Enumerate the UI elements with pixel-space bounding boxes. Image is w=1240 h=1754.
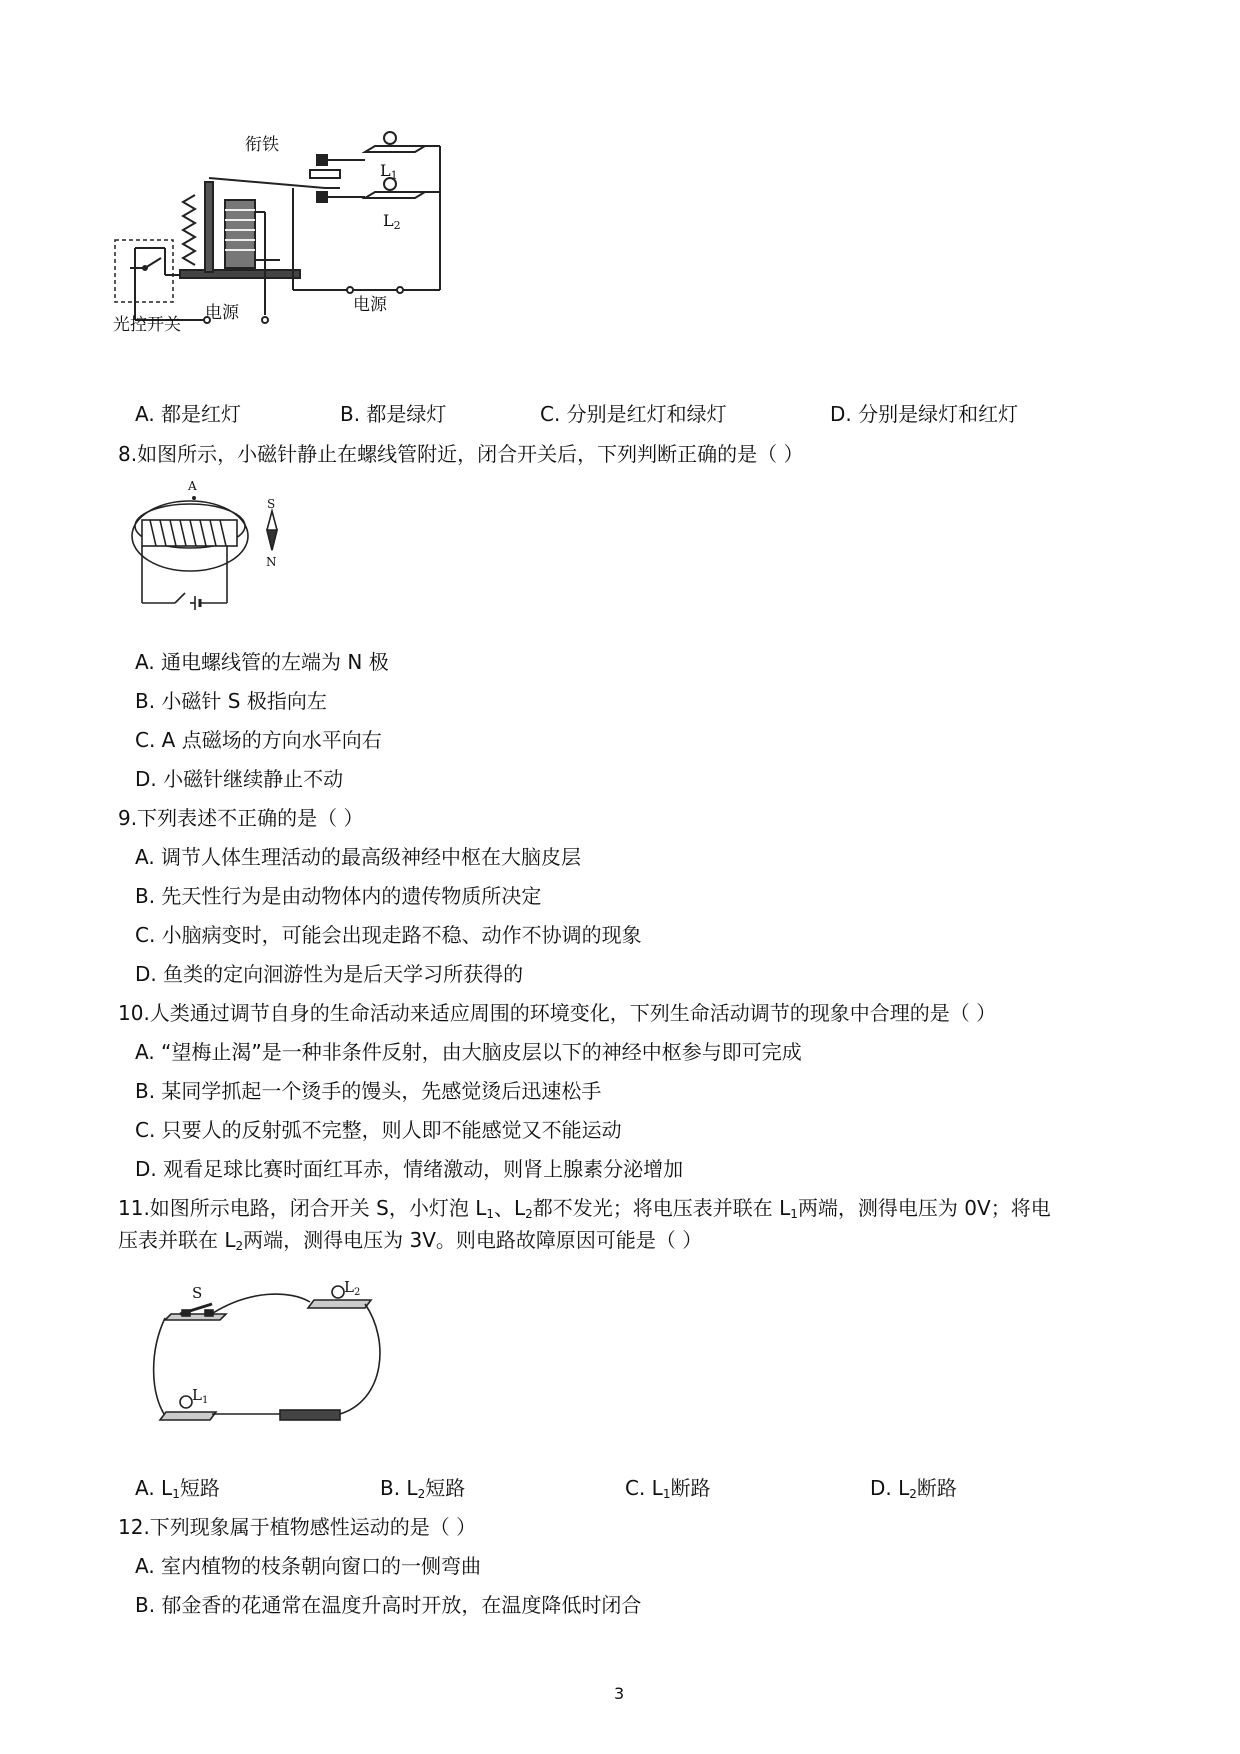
q10-option-a: A. “望梅止渴”是一种非条件反射，由大脑皮层以下的神经中枢参与即可完成 xyxy=(135,1040,802,1064)
point-a-label: A xyxy=(188,479,197,493)
solenoid-figure xyxy=(130,478,290,623)
bulb-circuit-figure xyxy=(150,1280,390,1430)
q9-option-a: A. 调节人体生理活动的最高级神经中枢在大脑皮层 xyxy=(135,845,582,869)
q8-option-c: C. A 点磁场的方向水平向右 xyxy=(135,728,382,752)
q11-option-a: A. $L_1$短路 xyxy=(135,1476,220,1501)
q8-stem: 8.如图所示，小磁针静止在螺线管附近，闭合开关后，下列判断正确的是（ ） xyxy=(118,442,804,466)
power-right-label: 电源 xyxy=(353,295,387,315)
q12-option-a: A. 室内植物的枝条朝向窗口的一侧弯曲 xyxy=(135,1554,482,1578)
light-switch-label: 光控开关 xyxy=(113,315,181,335)
lamp-l1-label: L1 xyxy=(380,161,398,182)
q10-option-d: D. 观看足球比赛时面红耳赤，情绪激动，则肾上腺素分泌增加 xyxy=(135,1157,684,1181)
bulb-l2-label: $L_2$ xyxy=(344,1278,361,1298)
q7-option-d: D. 分别是绿灯和红灯 xyxy=(830,402,1019,426)
compass-n-label: N xyxy=(266,555,277,569)
q11-option-d: D. $L_2$断路 xyxy=(870,1476,957,1501)
page-number: 3 xyxy=(614,1684,625,1703)
bulb-l1-label: $L_1$ xyxy=(192,1386,209,1406)
switch-s-label: S xyxy=(192,1284,203,1302)
q10-option-b: B. 某同学抓起一个烫手的馒头，先感觉烫后迅速松手 xyxy=(135,1079,602,1103)
q12-option-b: B. 郁金香的花通常在温度升高时开放，在温度降低时闭合 xyxy=(135,1593,642,1617)
power-left-label: 电源 xyxy=(205,303,239,323)
q11-option-c: C. $L_1$断路 xyxy=(625,1476,711,1501)
q8-option-b: B. 小磁针 S 极指向左 xyxy=(135,689,327,713)
q9-option-d: D. 鱼类的定向洄游性为是后天学习所获得的 xyxy=(135,962,524,986)
compass-s-label: S xyxy=(267,497,276,511)
q10-stem: 10.人类通过调节自身的生命活动来适应周围的环境变化，下列生命活动调节的现象中合理的是（ ） xyxy=(118,1001,997,1025)
q9-stem: 9.下列表述不正确的是（ ） xyxy=(118,806,364,830)
q7-option-a: A. 都是红灯 xyxy=(135,402,242,426)
q7-option-c: C. 分别是红灯和绿灯 xyxy=(540,402,727,426)
armature-label: 衔铁 xyxy=(245,135,279,155)
q8-option-d: D. 小磁针继续静止不动 xyxy=(135,767,344,791)
q11-stem-line1: 11.如图所示电路，闭合开关 S，小灯泡 $L_1$、$L_2$都不发光；将电压表并联在 $L_1$两端，测得电压为 0V；将电 xyxy=(118,1196,1051,1221)
q7-option-b: B. 都是绿灯 xyxy=(340,402,447,426)
q11-option-b: B. $L_2$短路 xyxy=(380,1476,466,1501)
q9-option-b: B. 先天性行为是由动物体内的遗传物质所决定 xyxy=(135,884,542,908)
q11-stem-line2: 压表并联在 $L_2$两端，测得电压为 3V。则电路故障原因可能是（ ） xyxy=(118,1228,703,1253)
q9-option-c: C. 小脑病变时，可能会出现走路不稳、动作不协调的现象 xyxy=(135,923,642,947)
relay-circuit-figure xyxy=(113,135,505,380)
lamp-l2-label: L2 xyxy=(383,211,401,232)
q10-option-c: C. 只要人的反射弧不完整，则人即不能感觉又不能运动 xyxy=(135,1118,622,1142)
q12-stem: 12.下列现象属于植物感性运动的是（ ） xyxy=(118,1515,477,1539)
q8-option-a: A. 通电螺线管的左端为 N 极 xyxy=(135,650,389,674)
